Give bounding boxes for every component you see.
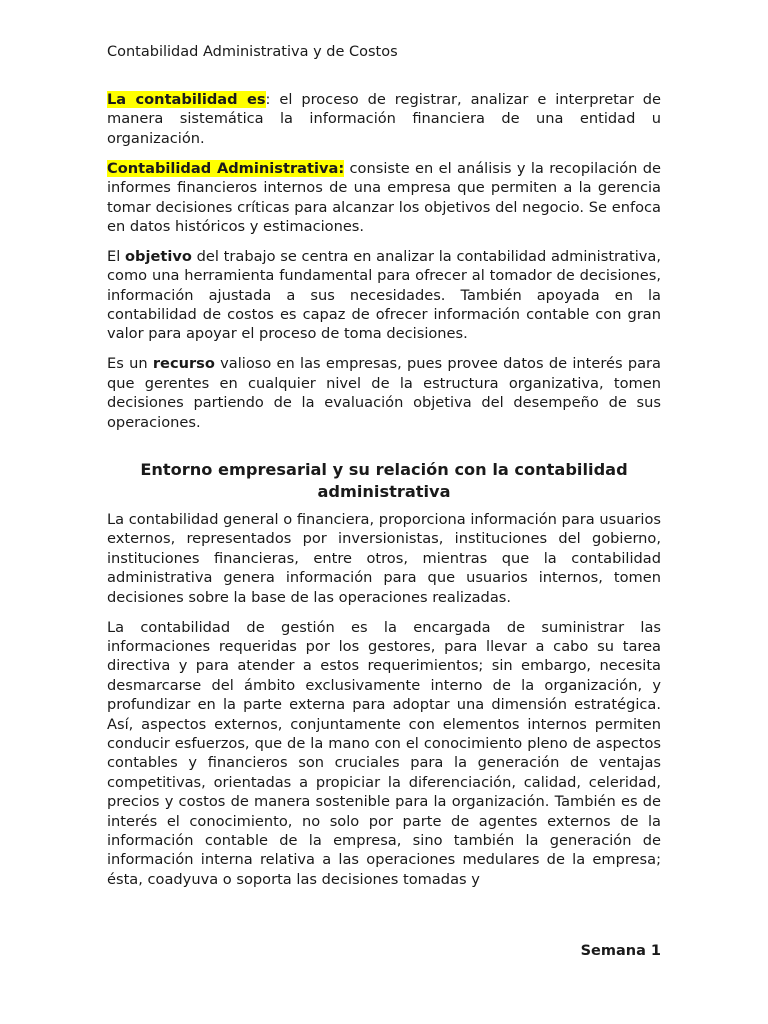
bold-term-objetivo: objetivo bbox=[125, 247, 192, 265]
paragraph-contabilidad-gestion: La contabilidad de gestión es la encargada de suministrar las informaciones requeridas por los gestores, para llevar a cabo su tarea directiva y para atender a estos requerimientos; sin embargo, necesita desmarcarse del ámbito exclusivamente interno de la organización, y profundizar en la parte externa para adoptar una dimensión estratégica. Así, aspectos externos, conjuntamente con elementos internos permiten conducir esfuerzos, que de la mano con el conocimiento pleno de aspectos contables y financieros son cruciales para la generación de ventajas competitivas, orientadas a propiciar la diferenciación, calidad, celeridad, precios y costos de manera sostenible para la organización. También es de interés el conocimiento, no solo por parte de agentes externos de la información contable de la empresa, sino también la generación de información interna relativa a las operaciones medulares de la empresa; ésta, coadyuva o soporta las decisiones tomadas y bbox=[107, 618, 661, 888]
text-before: El bbox=[107, 247, 126, 265]
document-page bbox=[107, 0, 661, 1024]
paragraph-objetivo bbox=[107, 247, 661, 344]
paragraph-definition-contabilidad bbox=[107, 90, 661, 148]
highlighted-term-contabilidad: La contabilidad es bbox=[107, 91, 266, 108]
highlighted-term-contabilidad-administrativa: Contabilidad Administrativa: bbox=[107, 159, 345, 177]
text-after: valioso en las empresas, pues provee datos de interés para que gerentes en cualquier nivel de la estructura organizativa, tomen decisiones partiendo de la evaluación objetiva del desempeño de sus operaciones. bbox=[107, 355, 661, 431]
paragraph-contabilidad-administrativa bbox=[107, 159, 661, 237]
term-colon: : bbox=[265, 91, 271, 108]
page-header-title: Contabilidad Administrativa y de Costos bbox=[107, 44, 398, 60]
definition-text: el proceso de registrar, analizar e interpretar de manera sistemática la información financiera de una entidad u organización. bbox=[107, 91, 661, 147]
paragraph-contabilidad-general: La contabilidad general o financiera, proporciona información para usuarios externos, representados por inversionistas, instituciones del gobierno, instituciones financieras, entre otros, mientras que la contabilidad administrativa genera información para que usuarios internos, tomen decisiones sobre la base de las operaciones realizadas. bbox=[107, 511, 661, 606]
page-footer-week: Semana 1 bbox=[580, 943, 661, 959]
text-before: Es un bbox=[107, 355, 153, 373]
bold-term-recurso: recurso bbox=[152, 355, 215, 373]
definition-text: consiste en el análisis y la recopilación de informes financieros internos de una empresa que permiten a la gerencia tomar decisiones críticas para alcanzar los objetivos del negocio. Se enfoca en datos históricos y estimaciones. bbox=[107, 159, 661, 235]
section-heading: Entorno empresarial y su relación con la contabilidad administrativa bbox=[140, 460, 628, 501]
paragraph-recurso bbox=[107, 354, 661, 432]
body-text-area bbox=[107, 90, 661, 1020]
text-after: del trabajo se centra en analizar la contabilidad administrativa, como una herramienta fundamental para ofrecer al tomador de decisiones, información ajustada a sus necesidades. También apoyada en la contabilidad de costos es capaz de ofrecer información contable con gran valor para apoyar el proceso de toma decisiones. bbox=[107, 247, 661, 343]
